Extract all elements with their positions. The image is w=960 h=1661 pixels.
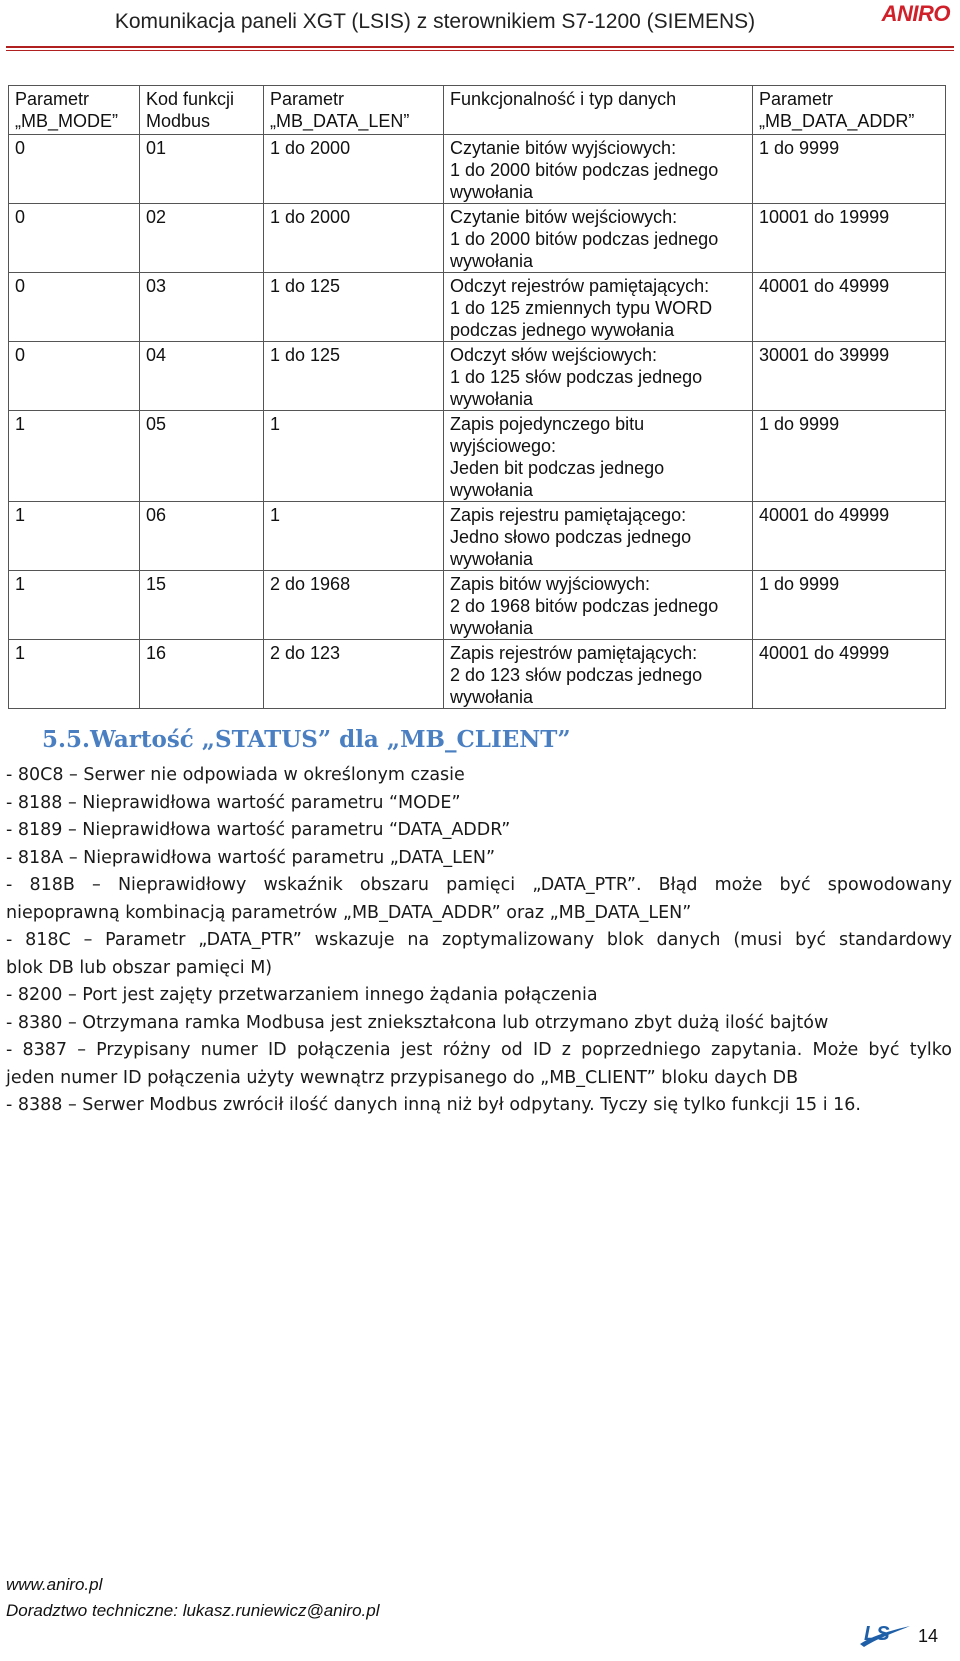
page-footer bbox=[6, 1572, 379, 1624]
table-row bbox=[9, 411, 946, 502]
cell-functionality: Odczyt rejestrów pamiętających: 1 do 125 zmiennych typu WORD podczas jednego wywołania bbox=[444, 273, 753, 342]
cell-data-addr: 1 do 9999 bbox=[753, 135, 946, 204]
cell-functionality: Odczyt słów wejściowych: 1 do 125 słów podczas jednego wywołania bbox=[444, 342, 753, 411]
cell-functionality: Zapis rejestru pamiętającego: Jedno słowo podczas jednego wywołania bbox=[444, 502, 753, 571]
header-divider-thin bbox=[6, 50, 954, 51]
table-row bbox=[9, 502, 946, 571]
cell-data-addr: 40001 do 49999 bbox=[753, 502, 946, 571]
cell-data-len: 1 do 125 bbox=[264, 342, 444, 411]
table-row bbox=[9, 640, 946, 709]
cell-data-len: 2 do 1968 bbox=[264, 571, 444, 640]
column-header-function-code: Kod funkcji Modbus bbox=[140, 86, 264, 135]
table-row bbox=[9, 135, 946, 204]
list-item: - 818A – Nieprawidłowa wartość parametru „DATA_LEN” bbox=[6, 847, 496, 868]
document-title: Komunikacja paneli XGT (LSIS) z sterownikiem S7-1200 (SIEMENS) bbox=[114, 10, 756, 33]
cell-mode: 0 bbox=[9, 273, 140, 342]
cell-function-code: 15 bbox=[140, 571, 264, 640]
cell-function-code: 06 bbox=[140, 502, 264, 571]
table-row bbox=[9, 571, 946, 640]
cell-function-code: 01 bbox=[140, 135, 264, 204]
cell-data-addr: 1 do 9999 bbox=[753, 571, 946, 640]
section-title: Wartość „STATUS” dla „MB_CLIENT” bbox=[90, 726, 571, 753]
table-row bbox=[9, 204, 946, 273]
list-item: - 80C8 – Serwer nie odpowiada w określonym czasie bbox=[6, 765, 465, 785]
list-item: - 8388 – Serwer Modbus zwrócił ilość danych inną niż był odpytany. Tyczy się tylko funkcji 15 i 16. bbox=[6, 1095, 861, 1115]
svg-text:LS: LS bbox=[864, 1623, 890, 1645]
cell-function-code: 02 bbox=[140, 204, 264, 273]
list-item: - 818C – Parametr „DATA_PTR” wskazuje na zoptymalizowany blok danych (musi być standardowy bbox=[6, 930, 952, 950]
cell-function-code: 05 bbox=[140, 411, 264, 502]
table-row bbox=[9, 342, 946, 411]
ls-logo bbox=[858, 1620, 912, 1648]
column-header-functionality: Funkcjonalność i typ danych bbox=[444, 86, 753, 135]
cell-functionality: Czytanie bitów wyjściowych: 1 do 2000 bitów podczas jednego wywołania bbox=[444, 135, 753, 204]
cell-data-addr: 30001 do 39999 bbox=[753, 342, 946, 411]
header-divider bbox=[6, 46, 954, 48]
cell-data-addr: 10001 do 19999 bbox=[753, 204, 946, 273]
list-item-continuation: blok DB lub obszar pamięci M) bbox=[6, 957, 273, 978]
cell-data-addr: 1 do 9999 bbox=[753, 411, 946, 502]
cell-function-code: 03 bbox=[140, 273, 264, 342]
function-table-container bbox=[8, 85, 946, 709]
cell-function-code: 16 bbox=[140, 640, 264, 709]
footer-website: www.aniro.pl bbox=[6, 1575, 103, 1594]
cell-mode: 0 bbox=[9, 342, 140, 411]
page-header bbox=[0, 0, 960, 46]
cell-data-addr: 40001 do 49999 bbox=[753, 273, 946, 342]
cell-data-len: 2 do 123 bbox=[264, 640, 444, 709]
list-item-continuation: niepoprawną kombinacją parametrów „MB_DATA_ADDR” oraz „MB_DATA_LEN” bbox=[6, 902, 692, 923]
status-code-list bbox=[6, 762, 952, 1120]
cell-mode: 1 bbox=[9, 571, 140, 640]
cell-data-len: 1 do 2000 bbox=[264, 135, 444, 204]
cell-mode: 0 bbox=[9, 204, 140, 273]
column-header-mb-data-len: Parametr „MB_DATA_LEN” bbox=[264, 86, 444, 135]
table-header-row bbox=[9, 86, 946, 135]
cell-data-len: 1 bbox=[264, 411, 444, 502]
list-item: - 8380 – Otrzymana ramka Modbusa jest zniekształcona lub otrzymano zbyt dużą ilość bajtów bbox=[6, 1012, 829, 1033]
section-heading bbox=[42, 726, 571, 753]
cell-data-addr: 40001 do 49999 bbox=[753, 640, 946, 709]
cell-functionality: Zapis rejestrów pamiętających: 2 do 123 słów podczas jednego wywołania bbox=[444, 640, 753, 709]
cell-mode: 1 bbox=[9, 640, 140, 709]
cell-functionality: Czytanie bitów wejściowych: 1 do 2000 bitów podczas jednego wywołania bbox=[444, 204, 753, 273]
cell-mode: 1 bbox=[9, 502, 140, 571]
cell-data-len: 1 bbox=[264, 502, 444, 571]
list-item: - 8387 – Przypisany numer ID połączenia jest różny od ID z poprzedniego zapytania. Może być tylko bbox=[6, 1040, 952, 1060]
footer-contact: Doradztwo techniczne: lukasz.runiewicz@aniro.pl bbox=[6, 1601, 380, 1620]
list-item: - 8188 – Nieprawidłowa wartość parametru “MODE” bbox=[6, 792, 461, 813]
list-item: - 818B – Nieprawidłowy wskaźnik obszaru pamięci „DATA_PTR”. Błąd może być spowodowany bbox=[6, 875, 952, 895]
section-number: 5.5. bbox=[42, 726, 91, 753]
modbus-function-table bbox=[8, 85, 946, 709]
cell-data-len: 1 do 125 bbox=[264, 273, 444, 342]
aniro-logo: ANIRO bbox=[881, 1, 950, 26]
table-row bbox=[9, 273, 946, 342]
list-item: - 8189 – Nieprawidłowa wartość parametru “DATA_ADDR” bbox=[6, 820, 511, 840]
cell-data-len: 1 do 2000 bbox=[264, 204, 444, 273]
column-header-mb-mode: Parametr „MB_MODE” bbox=[9, 86, 140, 135]
cell-functionality: Zapis bitów wyjściowych: 2 do 1968 bitów podczas jednego wywołania bbox=[444, 571, 753, 640]
page-number: 14 bbox=[918, 1626, 939, 1646]
cell-function-code: 04 bbox=[140, 342, 264, 411]
list-item: - 8200 – Port jest zajęty przetwarzaniem innego żądania połączenia bbox=[6, 985, 598, 1005]
cell-mode: 1 bbox=[9, 411, 140, 502]
column-header-mb-data-addr: Parametr „MB_DATA_ADDR” bbox=[753, 86, 946, 135]
list-item-continuation: jeden numer ID połączenia użyty wewnątrz przypisanego do „MB_CLIENT” bloku daych DB bbox=[6, 1067, 799, 1088]
cell-functionality: Zapis pojedynczego bitu wyjściowego: Jeden bit podczas jednego wywołania bbox=[444, 411, 753, 502]
cell-mode: 0 bbox=[9, 135, 140, 204]
